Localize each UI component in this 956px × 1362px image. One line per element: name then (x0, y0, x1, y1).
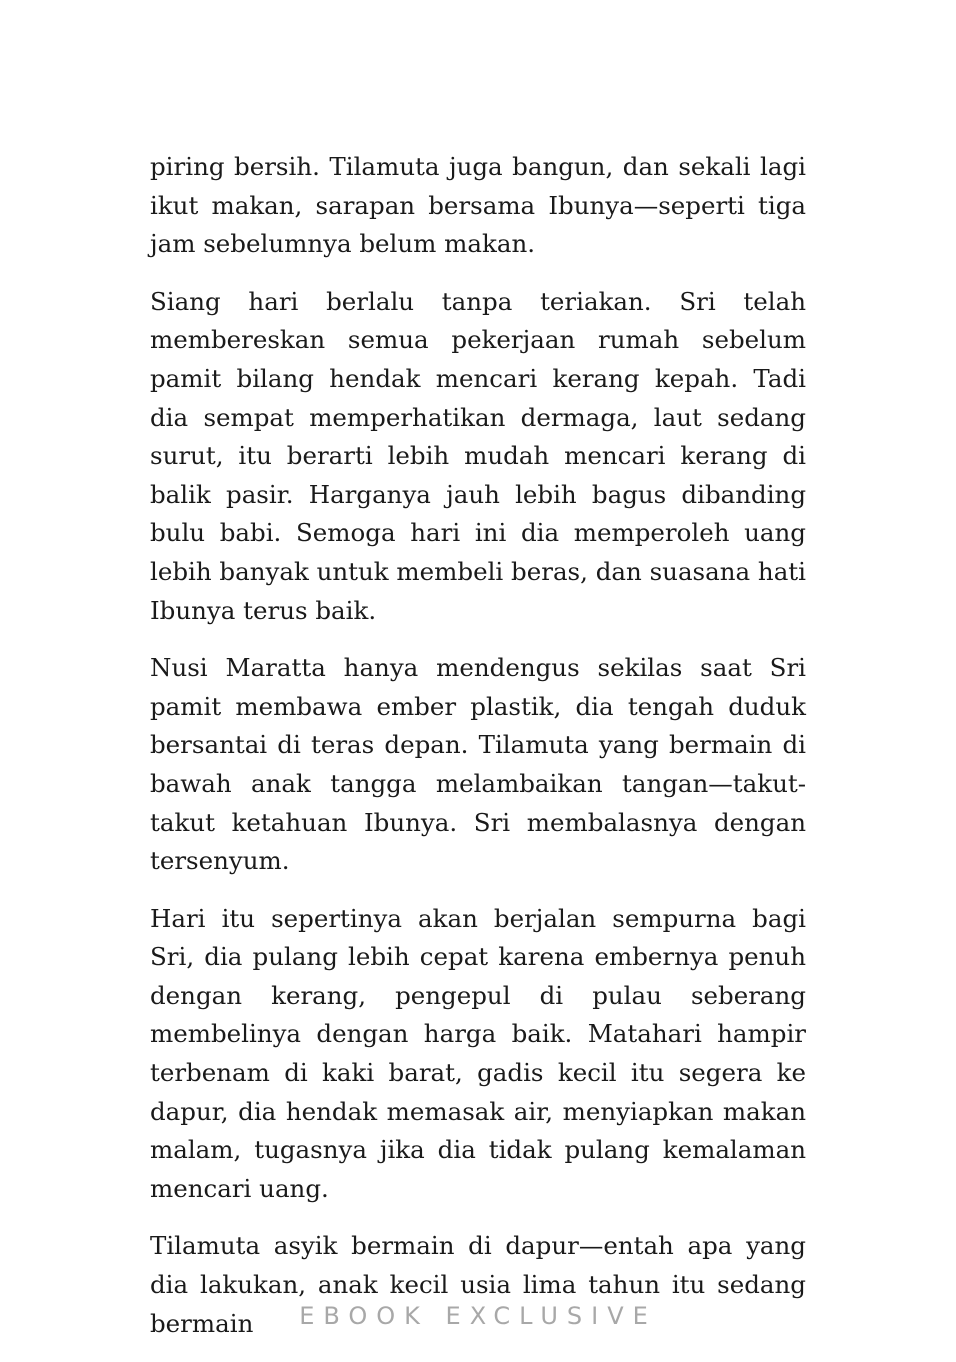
paragraph: Siang hari berlalu tanpa teriakan. Sri telah membereskan semua pekerjaan rumah sebelum pamit bilang hendak mencari kerang kepah. Tadi dia sempat memperhatikan dermaga, laut sedang surut, itu berarti lebih mudah mencari kerang di balik pasir. Harganya jauh lebih bagus dibanding bulu babi. Semoga hari ini dia memperoleh uang lebih banyak untuk membeli beras, dan suasana hati Ibunya terus baik. (150, 286, 806, 625)
paragraph-last: Tilamuta asyik bermain di dapur—entah apa yang dia lakukan, anak kecil usia lima tahun itu sedang bermain (150, 1231, 806, 1338)
paragraph: Nusi Maratta hanya mendengus sekilas saat Sri pamit membawa ember plastik, dia tengah duduk bersantai di teras depan. Tilamuta yang bermain di bawah anak tangga melambaikan tangan—takut-takut ketahuan Ibunya. Sri membalasnya dengan tersenyum. (150, 653, 806, 876)
paragraph: piring bersih. Tilamuta juga bangun, dan sekali lagi ikut makan, sarapan bersama Ibunya—seperti tiga jam sebelumnya belum makan. (150, 152, 806, 259)
page-footer: EBOOK EXCLUSIVE (299, 1302, 657, 1330)
page-body (150, 148, 806, 1362)
paragraph: Hari itu sepertinya akan berjalan sempurna bagi Sri, dia pulang lebih cepat karena embernya penuh dengan kerang, pengepul di pulau seberang membelinya dengan harga baik. Matahari hampir terbenam di kaki barat, gadis kecil itu segera ke dapur, dia hendak memasak air, menyiapkan makan malam, tugasnya jika dia tidak pulang kemalaman mencari uang. (150, 903, 806, 1203)
